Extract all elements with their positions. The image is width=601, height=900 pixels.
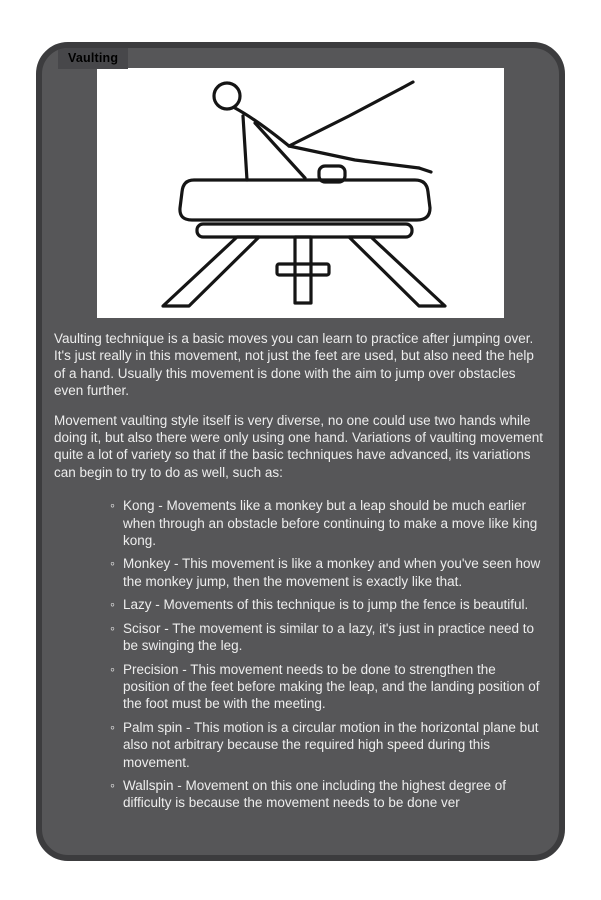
- vault-variations-list: [54, 497, 545, 812]
- list-item-text: Scisor - The movement is similar to a lazy, it's just in practice need to be swinging the leg.: [123, 620, 534, 654]
- window-tab[interactable]: [58, 48, 128, 69]
- list-item-wallspin: [110, 777, 545, 812]
- paragraph-variations: Movement vaulting style itself is very diverse, no one could use two hands while doing it, but also there were only using one hand. Variations of vaulting movement quite a lot of variety so that if the basic techniques have advanced, its variations can begin to try to do as well, such as:: [54, 412, 544, 480]
- list-item-text: Monkey - This movement is like a monkey and when you've seen how the monkey jump, then the movement is exactly like that.: [123, 556, 541, 589]
- list-item-scisor: [110, 620, 545, 655]
- list-item-text: Lazy - Movements of this technique is to jump the fence is beautiful.: [123, 597, 529, 613]
- list-item-kong: [110, 497, 545, 549]
- list-item-palm-spin: [110, 719, 545, 771]
- tab-label: Vaulting: [68, 51, 119, 65]
- pommel-horse-illustration: [97, 68, 504, 318]
- list-item-text: Palm spin - This motion is a circular motion in the horizontal plane but also not arbitrary because the required high speed during this movement.: [123, 719, 539, 770]
- list-item-text: Precision - This movement needs to be done to strengthen the position of the feet before making the leap, and the landing position of the foot must be with the meeting.: [123, 661, 540, 712]
- list-item-precision: [110, 661, 545, 713]
- vaulting-card: [36, 42, 565, 861]
- article-body: [42, 330, 559, 812]
- list-item-monkey: [110, 555, 545, 590]
- list-item-text: Wallspin - Movement on this one including the highest degree of difficulty is because the movement needs to be done ver: [123, 777, 506, 811]
- list-item-text: Kong - Movements like a monkey but a leap should be much earlier when through an obstacle before continuing to make a move like king kong.: [123, 498, 538, 549]
- pommel-horse-image: [97, 68, 504, 318]
- list-item-lazy: [110, 596, 545, 613]
- paragraph-intro: Vaulting technique is a basic moves you can learn to practice after jumping over. It's just really in this movement, not just the feet are used, but also need the help of a hand. Usually this movement is done with the aim to jump over obstacles even further.: [54, 331, 534, 399]
